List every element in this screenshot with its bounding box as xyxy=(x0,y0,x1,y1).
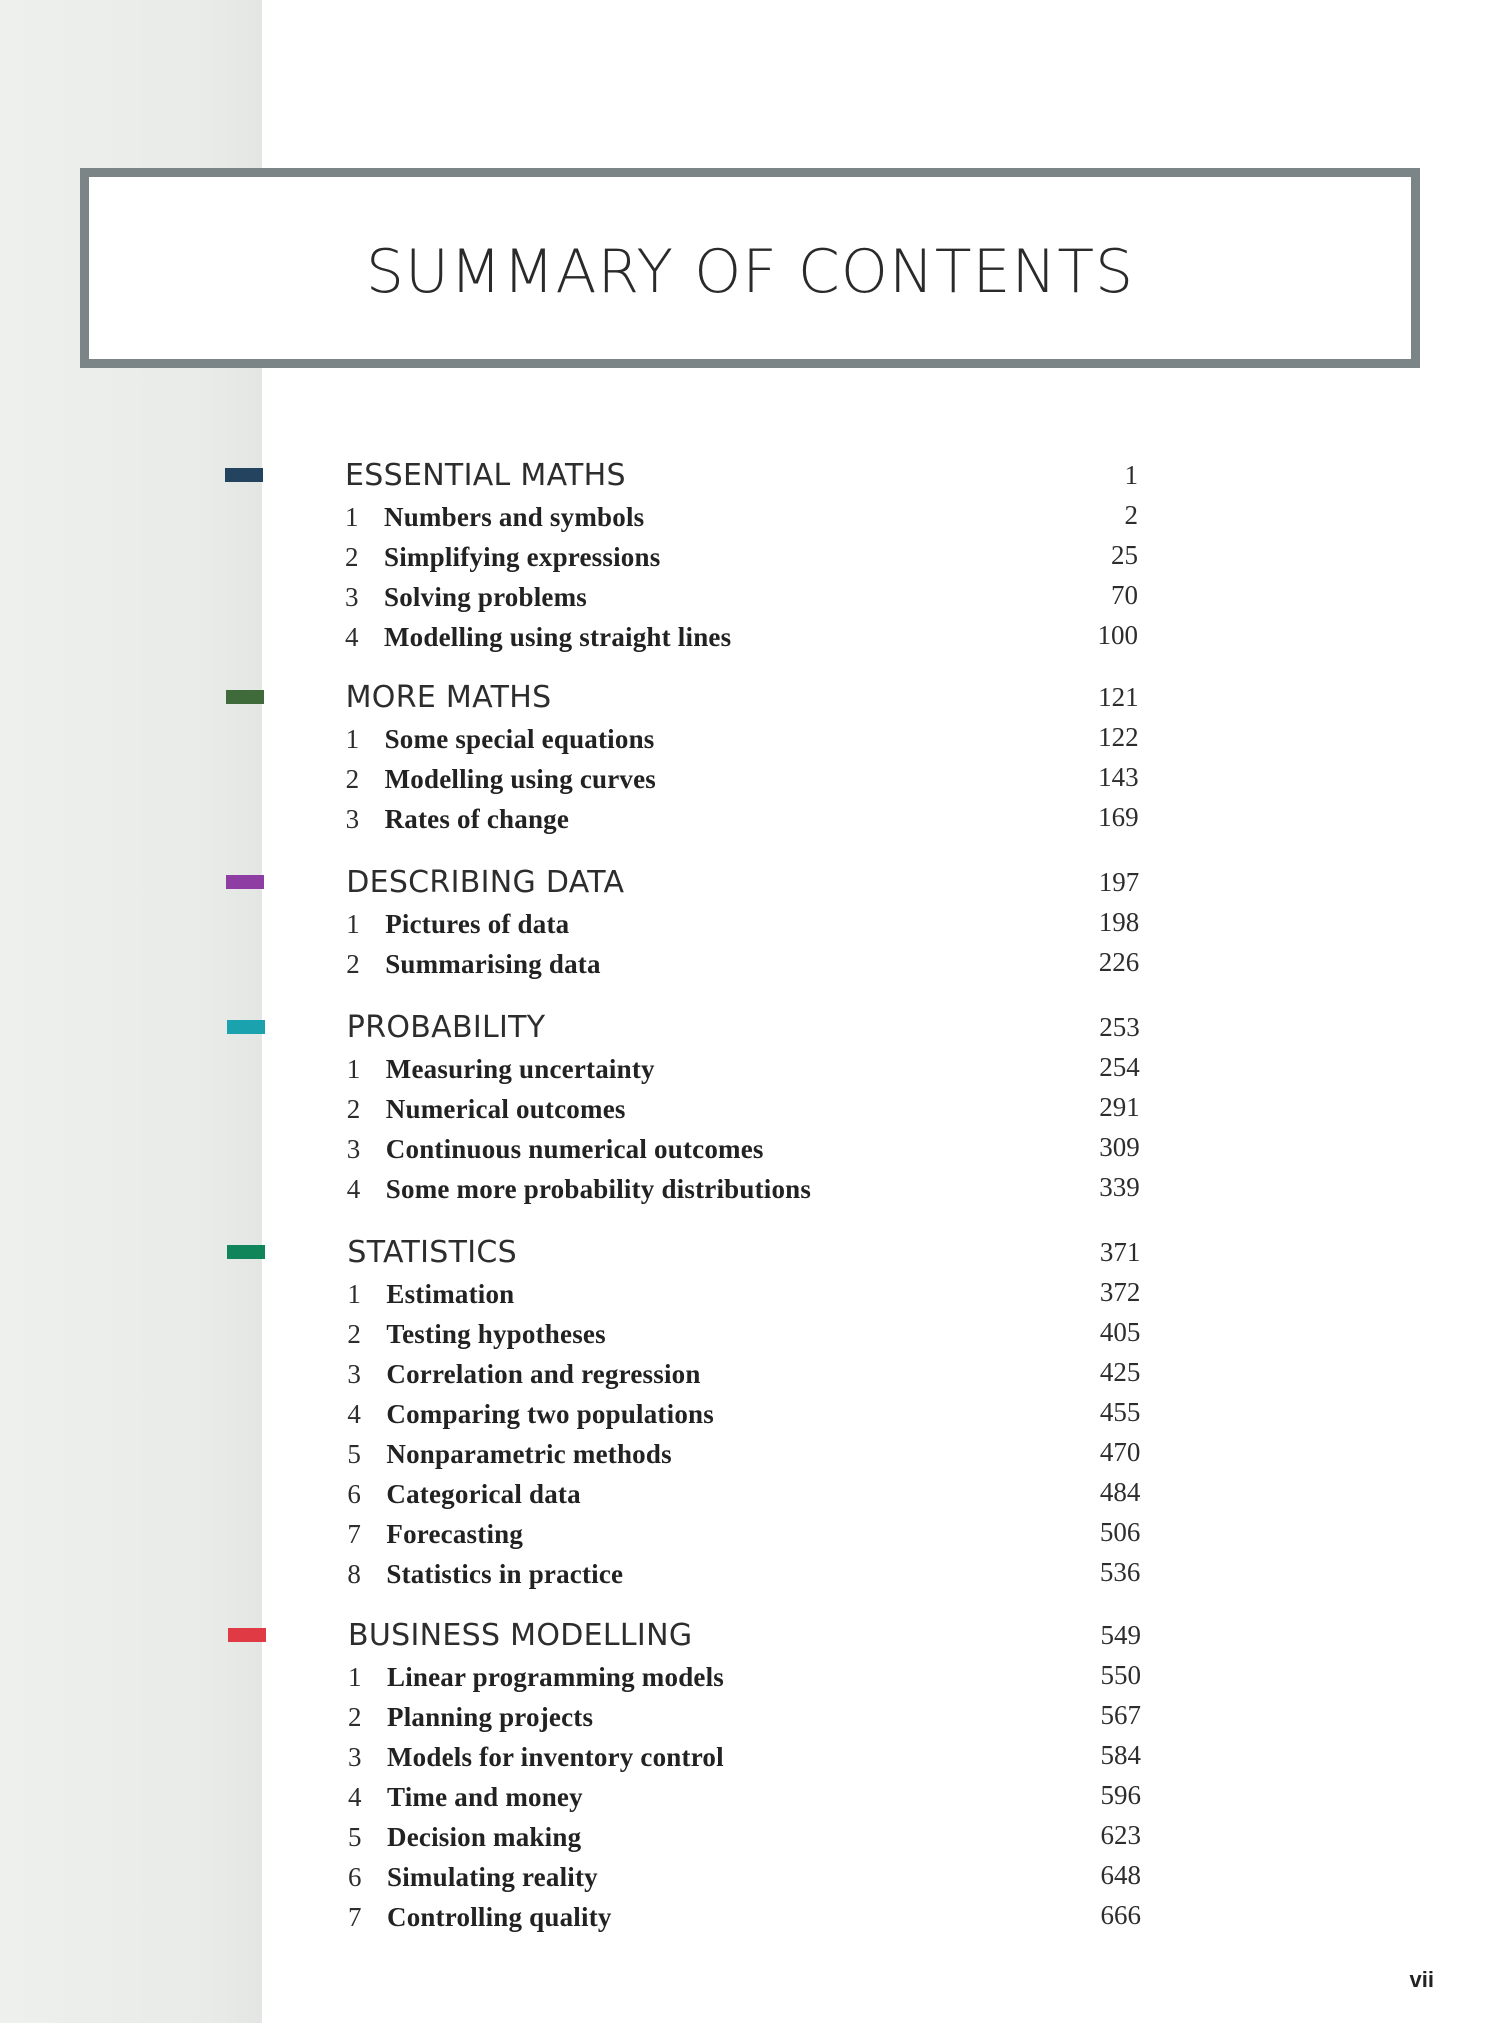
chapter-number: 6 xyxy=(347,1479,361,1509)
chapter-number: 3 xyxy=(345,804,360,834)
chapter-title[interactable]: Controlling quality xyxy=(387,1902,612,1932)
chapter-title[interactable]: Comparing two populations xyxy=(386,1399,714,1429)
chapter-page-number: 584 xyxy=(1100,1740,1141,1770)
chapter-page-number: 254 xyxy=(1099,1052,1140,1082)
part-page-number: 1 xyxy=(1124,460,1138,490)
chapter-number: 4 xyxy=(347,1399,361,1429)
chapter-number: 2 xyxy=(345,542,359,572)
chapter-page-number: 25 xyxy=(1111,540,1138,570)
part-color-marker xyxy=(227,1020,265,1034)
part-title[interactable]: STATISTICS xyxy=(347,1235,518,1270)
chapter-title[interactable]: Summarising data xyxy=(385,949,601,979)
chapter-number: 7 xyxy=(348,1902,362,1932)
chapter-number: 4 xyxy=(346,1174,361,1204)
chapter-number: 5 xyxy=(348,1822,362,1852)
chapter-number: 1 xyxy=(345,502,359,532)
chapter-number: 1 xyxy=(345,724,360,754)
chapter-title[interactable]: Continuous numerical outcomes xyxy=(385,1134,764,1164)
chapter-page-number: 470 xyxy=(1099,1437,1141,1467)
chapter-page-number: 623 xyxy=(1100,1820,1141,1850)
part-color-marker xyxy=(225,468,263,482)
part-title[interactable]: MORE MATHS xyxy=(345,680,552,715)
chapter-title[interactable]: Numerical outcomes xyxy=(385,1094,626,1124)
chapter-page-number: 226 xyxy=(1098,947,1140,977)
chapter-title[interactable]: Planning projects xyxy=(387,1702,594,1732)
chapter-number: 2 xyxy=(346,1094,361,1124)
chapter-number: 2 xyxy=(348,1702,362,1732)
chapter-page-number: 309 xyxy=(1099,1132,1140,1162)
part-color-marker xyxy=(228,1628,266,1642)
chapter-title[interactable]: Measuring uncertainty xyxy=(385,1054,655,1084)
chapter-title[interactable]: Models for inventory control xyxy=(387,1742,724,1772)
chapter-number: 4 xyxy=(345,622,359,652)
chapter-number: 3 xyxy=(348,1742,362,1772)
chapter-title[interactable]: Decision making xyxy=(387,1822,582,1852)
page-number: vii xyxy=(1409,1967,1434,1992)
chapter-title[interactable]: Forecasting xyxy=(386,1519,524,1549)
chapter-page-number: 596 xyxy=(1100,1780,1141,1810)
chapter-title[interactable]: Simulating reality xyxy=(387,1862,598,1892)
chapter-page-number: 100 xyxy=(1097,620,1138,650)
chapter-page-number: 506 xyxy=(1099,1517,1141,1547)
chapter-number: 3 xyxy=(345,582,359,612)
chapter-number: 1 xyxy=(346,909,360,939)
chapter-number: 1 xyxy=(348,1662,362,1692)
chapter-number: 4 xyxy=(348,1782,362,1812)
chapter-title[interactable]: Numbers and symbols xyxy=(384,502,645,532)
part-title[interactable]: DESCRIBING DATA xyxy=(346,865,625,900)
chapter-title[interactable]: Some special equations xyxy=(384,724,655,754)
part-color-marker xyxy=(227,1245,265,1259)
chapter-page-number: 291 xyxy=(1099,1092,1140,1122)
chapter-title[interactable]: Categorical data xyxy=(386,1479,581,1509)
chapter-title[interactable]: Pictures of data xyxy=(385,909,570,939)
chapter-title[interactable]: Modelling using straight lines xyxy=(384,622,732,652)
chapter-page-number: 2 xyxy=(1124,500,1138,530)
chapter-page-number: 648 xyxy=(1100,1860,1141,1890)
chapter-number: 1 xyxy=(347,1279,361,1309)
chapter-page-number: 405 xyxy=(1099,1317,1141,1347)
chapter-page-number: 372 xyxy=(1099,1277,1141,1307)
chapter-title[interactable]: Testing hypotheses xyxy=(386,1319,606,1349)
chapter-page-number: 122 xyxy=(1098,722,1139,752)
chapter-title[interactable]: Modelling using curves xyxy=(384,764,657,794)
chapter-title[interactable]: Simplifying expressions xyxy=(384,542,661,572)
part-title[interactable]: BUSINESS MODELLING xyxy=(348,1618,693,1653)
chapter-title[interactable]: Correlation and regression xyxy=(386,1359,701,1389)
chapter-page-number: 536 xyxy=(1099,1557,1141,1587)
chapter-number: 5 xyxy=(347,1439,361,1469)
chapter-page-number: 143 xyxy=(1098,762,1139,792)
chapter-title[interactable]: Estimation xyxy=(386,1279,515,1309)
chapter-title[interactable]: Nonparametric methods xyxy=(386,1439,672,1469)
chapter-number: 3 xyxy=(346,1134,361,1164)
chapter-page-number: 425 xyxy=(1099,1357,1141,1387)
chapter-number: 1 xyxy=(346,1054,361,1084)
part-page-number: 253 xyxy=(1099,1012,1140,1042)
chapter-number: 8 xyxy=(347,1559,361,1589)
part-page-number: 197 xyxy=(1098,867,1140,897)
chapter-page-number: 567 xyxy=(1100,1700,1141,1730)
chapter-page-number: 484 xyxy=(1099,1477,1141,1507)
chapter-page-number: 550 xyxy=(1100,1660,1141,1690)
chapter-number: 2 xyxy=(347,1319,361,1349)
chapter-number: 2 xyxy=(345,764,360,794)
chapter-page-number: 455 xyxy=(1099,1397,1141,1427)
part-page-number: 549 xyxy=(1100,1620,1141,1650)
chapter-page-number: 339 xyxy=(1099,1172,1140,1202)
part-page-number: 121 xyxy=(1098,682,1139,712)
part-title[interactable]: PROBABILITY xyxy=(346,1010,546,1045)
part-color-marker xyxy=(226,690,264,704)
part-page-number: 371 xyxy=(1099,1237,1141,1267)
chapter-title[interactable]: Rates of change xyxy=(384,804,570,834)
chapter-title[interactable]: Solving problems xyxy=(384,582,587,612)
chapter-page-number: 198 xyxy=(1098,907,1140,937)
chapter-page-number: 169 xyxy=(1098,802,1139,832)
chapter-title[interactable]: Linear programming models xyxy=(387,1662,725,1692)
chapter-number: 3 xyxy=(347,1359,361,1389)
chapter-number: 6 xyxy=(348,1862,362,1892)
chapter-number: 7 xyxy=(347,1519,361,1549)
part-color-marker xyxy=(226,875,264,889)
chapter-number: 2 xyxy=(346,949,360,979)
chapter-title[interactable]: Time and money xyxy=(387,1782,583,1812)
page-title: SUMMARY OF CONTENTS xyxy=(365,237,1135,307)
chapter-title[interactable]: Statistics in practice xyxy=(386,1559,624,1589)
chapter-page-number: 666 xyxy=(1100,1900,1141,1930)
chapter-title[interactable]: Some more probability distributions xyxy=(385,1174,812,1204)
chapter-page-number: 70 xyxy=(1111,580,1138,610)
part-title[interactable]: ESSENTIAL MATHS xyxy=(345,458,626,493)
